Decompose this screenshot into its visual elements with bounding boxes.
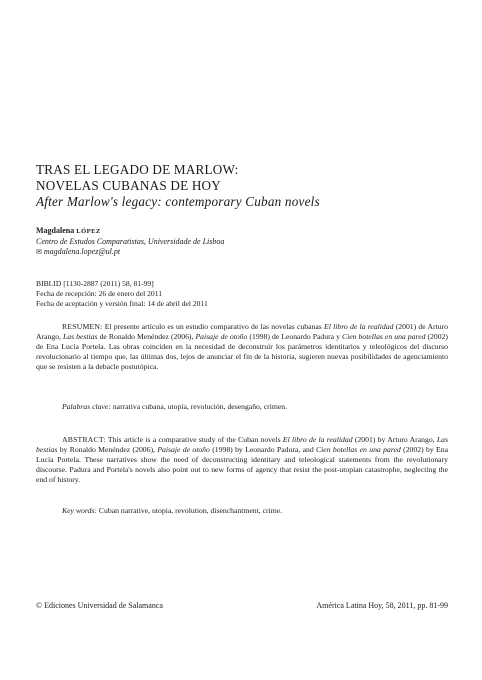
- author-block: [36, 226, 456, 257]
- author-email[interactable]: magdalena.lopez@ul.pt: [43, 247, 121, 256]
- biblid-line: BIBLID [1130-2887 (2011) 58, 81-99]: [36, 279, 154, 288]
- biblid-block: [36, 279, 456, 308]
- resumen-text: (2001) de Arturo Arango,: [36, 322, 449, 342]
- key-words-text: Cuban narrative, utopia, revolution, disenchantment, crime.: [96, 506, 283, 515]
- author-name: [36, 226, 101, 235]
- palabras-clave-label: Palabras clave:: [62, 402, 111, 411]
- resumen-paragraph: [36, 322, 448, 372]
- abstract-text: (1998) by Leonardo Padura, and: [209, 445, 317, 455]
- resumen-text: El presente artículo es un estudio comparativo de las novelas cubanas: [102, 322, 325, 331]
- title-line-2: NOVELAS CUBANAS DE HOY: [36, 178, 222, 193]
- author-last-name: LÓPEZ: [76, 228, 101, 235]
- resumen-text: (1998) de Leonardo Padura y: [247, 332, 342, 342]
- palabras-clave: [36, 402, 448, 412]
- envelope-icon: ✉: [36, 248, 42, 256]
- accepted-date: Fecha de aceptación y versión final: 14 de abril del 2011: [36, 298, 208, 308]
- abstract-text: (2002) by Ena Lucía Portela. These narratives show the need of deconstructing identitary and teleological statements from the revolutionary discourse. Padura and Portela's novels also point out to new forms of agency that resist the post-utopian catastrophe, neglecting the end of history.: [36, 445, 448, 485]
- abstract-text: by Ronaldo Menéndez (2006),: [57, 445, 158, 455]
- resumen-title-ref: Las bestias: [63, 332, 98, 342]
- resumen-title-ref: Paisaje de otoño: [195, 332, 248, 342]
- abstract-title-ref: Las bestias: [36, 435, 449, 455]
- resumen-text: (2002) de Ena Lucía Portela. Las obras coinciden en la necesidad de deconstruir los parámetros identitarios y teleológicos del discurso revolucionario al tiempo que, las últimas dos, lejos de anunciar el fin de la historia, sugieren nuevas posibilidades de agenciamiento que se resisten a la debacle postutópica.: [36, 332, 448, 372]
- received-date: Fecha de recepción: 26 de enero del 2011: [36, 288, 163, 298]
- resumen-title-ref: El libro de la realidad: [324, 322, 394, 331]
- title-line-1: TRAS EL LEGADO DE MARLOW:: [36, 162, 239, 177]
- resumen-section: [36, 322, 448, 372]
- abstract-title-ref: Paisaje de otoño: [157, 445, 210, 455]
- english-title: After Marlow's legacy: contemporary Cuban novels: [36, 194, 320, 209]
- resumen-label: RESUMEN:: [62, 322, 103, 331]
- abstract-section: [36, 435, 448, 485]
- abstract-text: (2001) by Arturo Arango,: [352, 435, 437, 444]
- author-affiliation: Centro de Estudos Comparatistas, Universidade de Lisboa: [36, 237, 225, 246]
- abstract-title-ref: Cien botellas en una pared: [316, 445, 401, 455]
- abstract-text: This article is a comparative study of the Cuban novels: [105, 435, 283, 444]
- abstract-paragraph: [36, 435, 448, 485]
- resumen-text: de Ronaldo Menéndez (2006),: [97, 332, 196, 342]
- resumen-title-ref: Cien botellas en una pared: [342, 332, 426, 342]
- article-title: [36, 162, 456, 210]
- key-words: [36, 506, 448, 516]
- abstract-label: ABSTRACT:: [62, 435, 106, 444]
- abstract-title-ref: El libro de la realidad: [282, 435, 353, 444]
- footer-journal: América Latina Hoy, 58, 2011, pp. 81-99: [316, 601, 448, 610]
- palabras-clave-text: narrativa cubana, utopía, revolución, desengaño, crimen.: [110, 402, 287, 411]
- author-email-line: [36, 247, 456, 257]
- key-words-label: Key words:: [62, 506, 97, 515]
- author-first-name: Magdalena: [36, 226, 75, 235]
- footer-publisher: © Ediciones Universidad de Salamanca: [36, 601, 163, 610]
